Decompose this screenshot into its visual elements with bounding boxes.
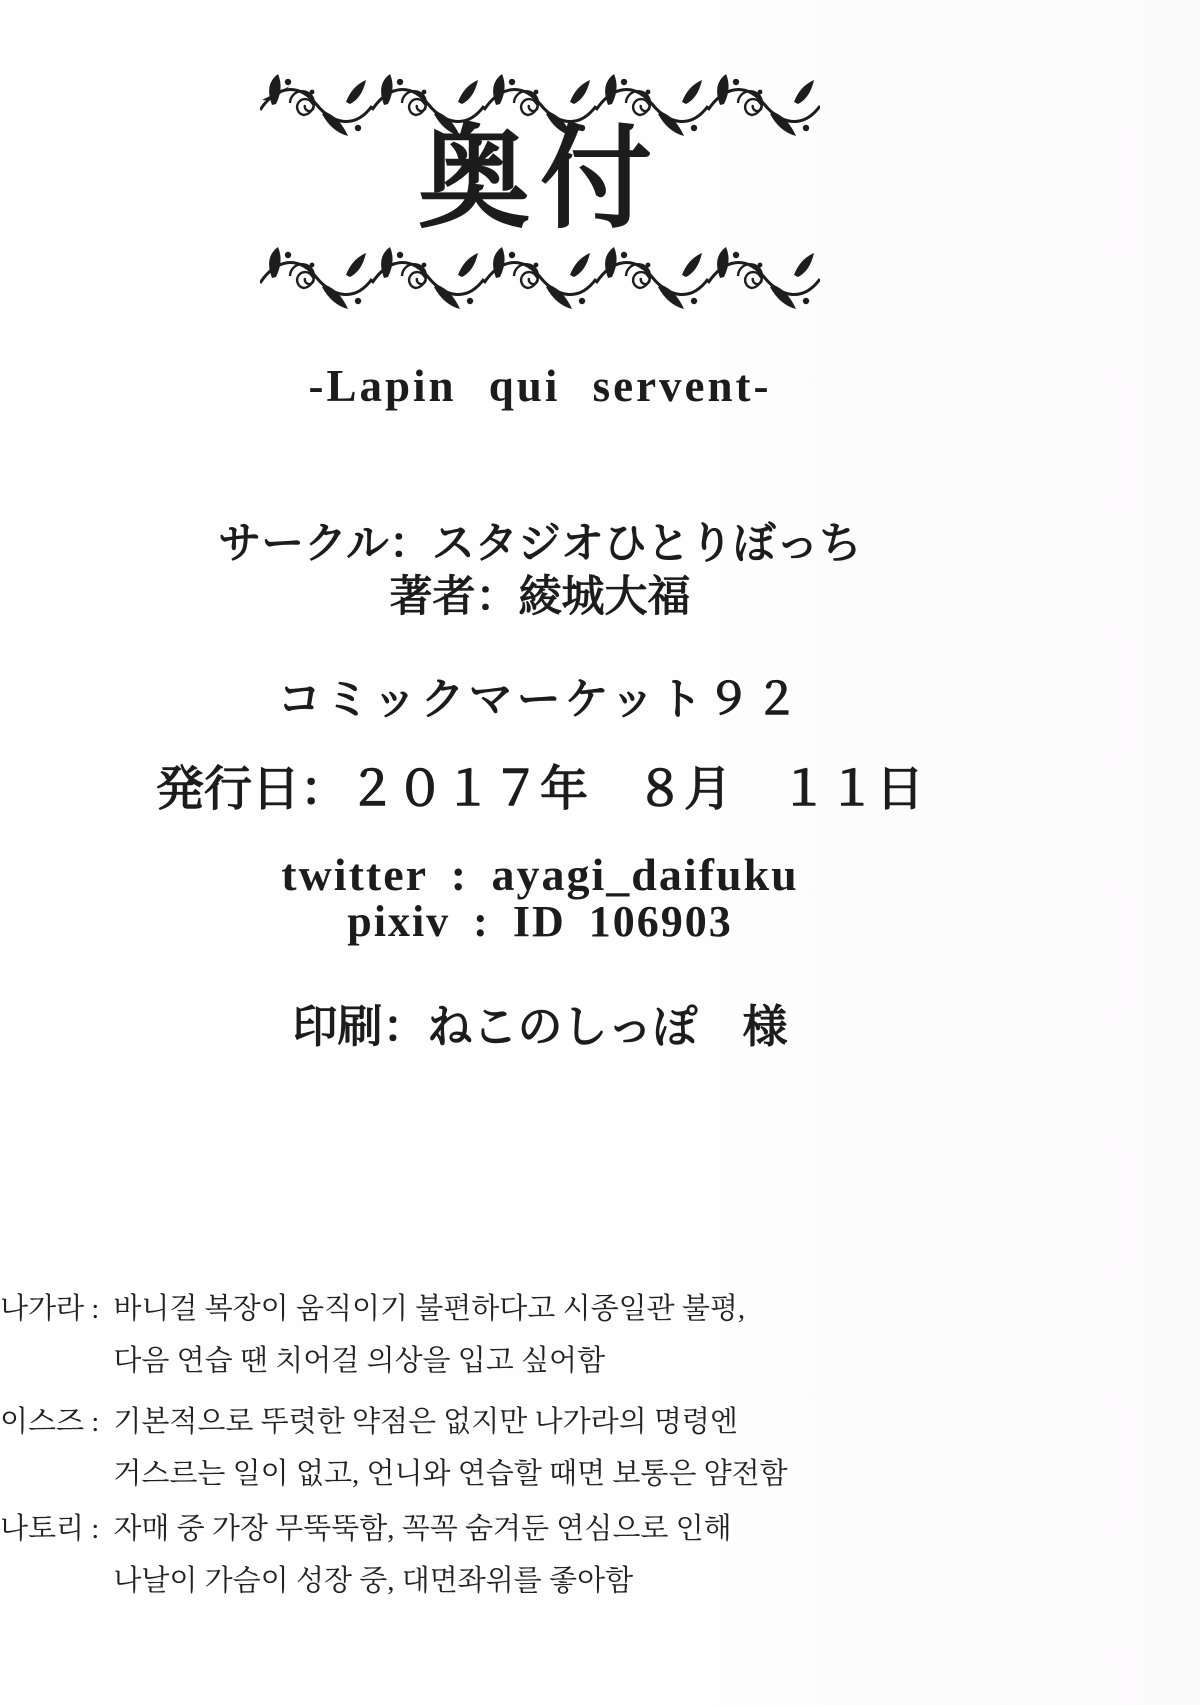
- note-line: 거스르는 일이 없고, 언니와 연습할 때면 보통은 얌전함: [113, 1458, 788, 1490]
- note-text: [113, 1283, 745, 1387]
- note-text: [113, 1503, 731, 1607]
- note-name: 이스즈 :: [0, 1406, 100, 1438]
- author-line: 著者：綾城大福: [389, 574, 691, 621]
- note-name: 나가라 :: [0, 1293, 100, 1325]
- note-line: 나날이 가슴이 성장 중, 대면좌위를 좋아함: [113, 1565, 634, 1597]
- book-subtitle: -Lapin qui servent-: [308, 361, 772, 411]
- character-note-nagara: [0, 1283, 745, 1387]
- note-line: 기본적으로 뚜렷한 약점은 없지만 나가라의 명령엔: [113, 1406, 738, 1438]
- pixiv-line: pixiv : ID 106903: [347, 897, 733, 946]
- character-note-natori: [0, 1503, 732, 1607]
- character-note-isuzu: [0, 1396, 788, 1500]
- printer-line: 印刷：ねこのしっぽ 様: [292, 1002, 788, 1052]
- note-line: 바니걸 복장이 움직이기 불편하다고 시종일관 불평,: [113, 1293, 746, 1325]
- note-line: 다음 연습 땐 치어걸 의상을 입고 싶어함: [113, 1345, 606, 1377]
- page-title: 奥付: [418, 118, 662, 242]
- note-line: 자매 중 가장 무뚝뚝함, 꼭꼭 숨겨둔 연심으로 인해: [113, 1513, 732, 1545]
- publish-date-line: 発行日：２０１７年 ８月 １１日: [155, 763, 924, 816]
- note-name: 나토리 :: [0, 1513, 100, 1545]
- circle-line: サークル：スタジオひとりぼっち: [218, 521, 862, 568]
- event-line: コミックマーケット９２: [277, 675, 803, 724]
- note-text: [113, 1396, 787, 1500]
- twitter-line: twitter : ayagi_daifuku: [281, 849, 799, 900]
- floral-vine-icon: [260, 243, 820, 315]
